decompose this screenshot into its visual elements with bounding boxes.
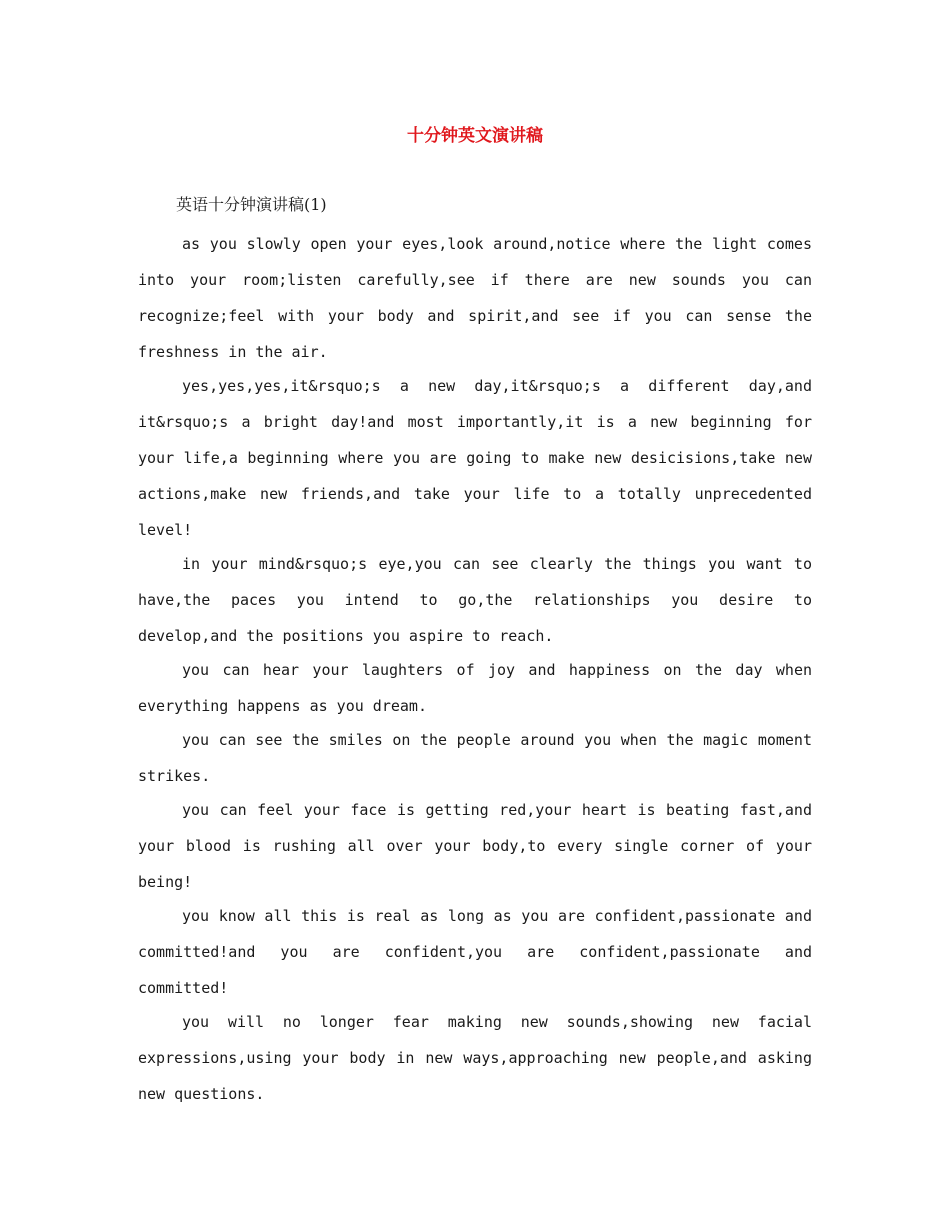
paragraph: you know all this is real as long as you are confident,passionate and committed!and you are confident,you are confident,passionate and committed! (138, 907, 812, 997)
paragraph: you will no longer fear making new sounds,showing new facial expressions,using your body in new ways,approaching new people,and asking new questions. (138, 1013, 812, 1103)
section-subtitle: 英语十分钟演讲稿(1) (176, 195, 327, 214)
paragraph: in your mind&rsquo;s eye,you can see clearly the things you want to have,the paces you intend to go,the relationships you desire to develop,and the positions you aspire to reach. (138, 555, 812, 645)
document-body (138, 192, 812, 1112)
paragraph: you can feel your face is getting red,your heart is beating fast,and your blood is rushing all over your body,to every single corner of your being! (138, 801, 812, 891)
document-title: 十分钟英文演讲稿 (407, 126, 543, 146)
paragraph: yes,yes,yes,it&rsquo;s a new day,it&rsquo;s a different day,and it&rsquo;s a bright day!and most importantly,it is a new beginning for your life,a beginning where you are going to make new desicisions,take new actions,make new friends,and take your life to a totally unprecedented level! (138, 377, 812, 539)
paragraph: as you slowly open your eyes,look around,notice where the light comes into your room;listen carefully,see if there are new sounds you can recognize;feel with your body and spirit,and see if you can sense the freshness in the air. (138, 235, 812, 361)
paragraph: you can see the smiles on the people around you when the magic moment strikes. (138, 731, 812, 785)
paragraph: you can hear your laughters of joy and happiness on the day when everything happens as you dream. (138, 661, 812, 715)
